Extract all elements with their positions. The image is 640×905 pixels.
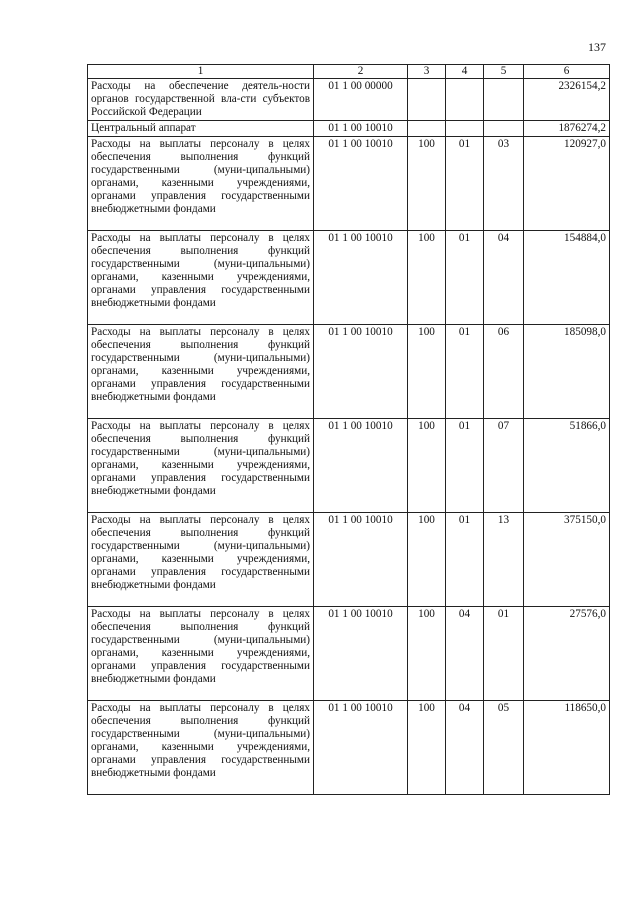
row-section: 01 [446, 137, 484, 231]
row-subsection: 03 [484, 137, 524, 231]
row-expense-type [408, 121, 446, 137]
table-row [88, 79, 610, 121]
row-name: Расходы на выплаты персоналу в целях обеспечения выполнения функций государственными (муни-ципальными) органами, казенными учреждениями, органами управления государственными внебюджетными фондами [88, 419, 314, 513]
header-col-3: 3 [408, 65, 446, 79]
row-name: Расходы на выплаты персоналу в целях обеспечения выполнения функций государственными (муни-ципальными) органами, казенными учреждениями, органами управления государственными внебюджетными фондами [88, 137, 314, 231]
row-target-code: 01 1 00 10010 [314, 701, 408, 795]
header-col-4: 4 [446, 65, 484, 79]
row-expense-type: 100 [408, 513, 446, 607]
header-col-5: 5 [484, 65, 524, 79]
row-expense-type: 100 [408, 607, 446, 701]
row-subsection [484, 121, 524, 137]
row-target-code: 01 1 00 10010 [314, 419, 408, 513]
row-target-code: 01 1 00 10010 [314, 607, 408, 701]
row-name: Расходы на выплаты персоналу в целях обеспечения выполнения функций государственными (муни-ципальными) органами, казенными учреждениями, органами управления государственными внебюджетными фондами [88, 325, 314, 419]
table-row [88, 513, 610, 607]
row-section: 04 [446, 701, 484, 795]
row-target-code: 01 1 00 10010 [314, 231, 408, 325]
row-section: 04 [446, 607, 484, 701]
page-number: 137 [588, 40, 606, 54]
row-subsection [484, 79, 524, 121]
row-section: 01 [446, 325, 484, 419]
row-amount: 51866,0 [524, 419, 610, 513]
table-row [88, 607, 610, 701]
row-amount: 118650,0 [524, 701, 610, 795]
row-expense-type: 100 [408, 325, 446, 419]
table-row [88, 419, 610, 513]
row-target-code: 01 1 00 10010 [314, 121, 408, 137]
row-expense-type [408, 79, 446, 121]
table-header-row [88, 65, 610, 79]
row-subsection: 05 [484, 701, 524, 795]
row-subsection: 13 [484, 513, 524, 607]
row-target-code: 01 1 00 10010 [314, 137, 408, 231]
header-col-2: 2 [314, 65, 408, 79]
row-expense-type: 100 [408, 137, 446, 231]
row-section [446, 79, 484, 121]
row-name: Расходы на выплаты персоналу в целях обеспечения выполнения функций государственными (муни-ципальными) органами, казенными учреждениями, органами управления государственными внебюджетными фондами [88, 607, 314, 701]
row-section: 01 [446, 513, 484, 607]
row-target-code: 01 1 00 00000 [314, 79, 408, 121]
row-subsection: 06 [484, 325, 524, 419]
row-amount: 154884,0 [524, 231, 610, 325]
row-expense-type: 100 [408, 701, 446, 795]
row-amount: 1876274,2 [524, 121, 610, 137]
row-section: 01 [446, 419, 484, 513]
table-row [88, 137, 610, 231]
row-name: Расходы на выплаты персоналу в целях обеспечения выполнения функций государственными (муни-ципальными) органами, казенными учреждениями, органами управления государственными внебюджетными фондами [88, 701, 314, 795]
header-col-1: 1 [88, 65, 314, 79]
row-amount: 2326154,2 [524, 79, 610, 121]
row-section [446, 121, 484, 137]
row-target-code: 01 1 00 10010 [314, 513, 408, 607]
row-subsection: 01 [484, 607, 524, 701]
row-amount: 27576,0 [524, 607, 610, 701]
table-row [88, 701, 610, 795]
row-amount: 120927,0 [524, 137, 610, 231]
row-amount: 185098,0 [524, 325, 610, 419]
header-col-6: 6 [524, 65, 610, 79]
table-row [88, 121, 610, 137]
row-name: Расходы на обеспечение деятель-ности органов государственной вла-сти субъектов Российской Федерации [88, 79, 314, 121]
row-section: 01 [446, 231, 484, 325]
budget-table [87, 64, 610, 795]
row-expense-type: 100 [408, 419, 446, 513]
row-amount: 375150,0 [524, 513, 610, 607]
row-subsection: 04 [484, 231, 524, 325]
row-name: Расходы на выплаты персоналу в целях обеспечения выполнения функций государственными (муни-ципальными) органами, казенными учреждениями, органами управления государственными внебюджетными фондами [88, 513, 314, 607]
row-target-code: 01 1 00 10010 [314, 325, 408, 419]
table-row [88, 325, 610, 419]
table-row [88, 231, 610, 325]
row-name: Центральный аппарат [88, 121, 314, 137]
row-subsection: 07 [484, 419, 524, 513]
row-name: Расходы на выплаты персоналу в целях обеспечения выполнения функций государственными (муни-ципальными) органами, казенными учреждениями, органами управления государственными внебюджетными фондами [88, 231, 314, 325]
row-expense-type: 100 [408, 231, 446, 325]
